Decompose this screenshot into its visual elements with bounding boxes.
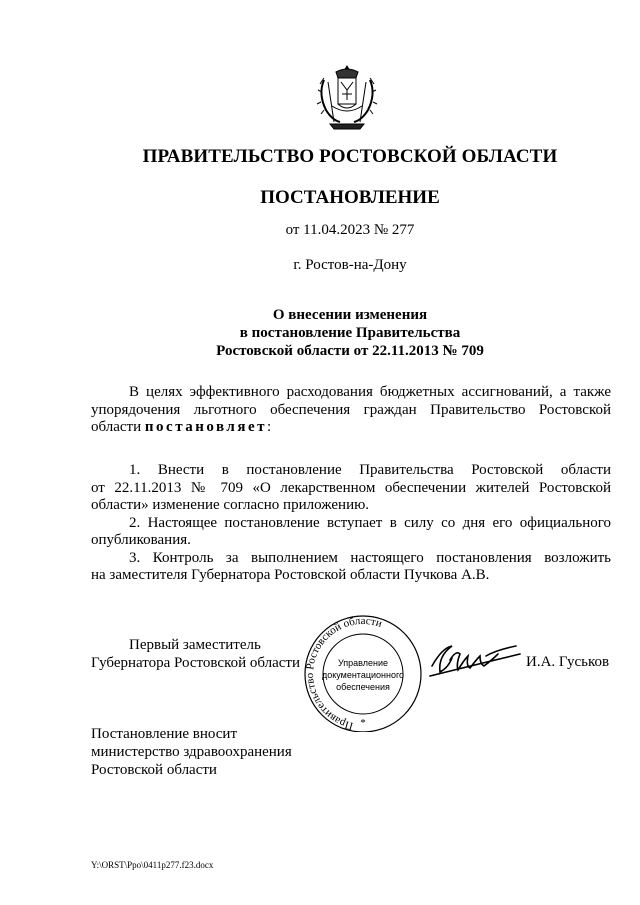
subject-line: Ростовской области от 22.11.2013 № 709 — [216, 343, 484, 359]
document-subject — [0, 306, 640, 360]
signatory-position-line: Губернатора Ростовской области — [91, 655, 301, 671]
submitter-line: министерство здравоохранения — [91, 744, 292, 760]
subject-line: О внесении изменения — [272, 307, 428, 323]
preamble-line-start: области — [91, 419, 145, 435]
submitter-line: Постановление вносит — [91, 726, 238, 742]
stamp-center-line: документационного — [321, 670, 405, 680]
signatory-name: И.А. Гуськов — [526, 654, 610, 670]
signatory-position — [91, 636, 300, 672]
preamble-line: В целях эффективного расходования бюджетных ассигнований, а также — [129, 384, 611, 400]
stamp-center-line: Управление — [337, 658, 389, 668]
preamble-line: упорядочения льготного обеспечения граждан Правительство Ростовской — [91, 401, 611, 418]
signatory-position-line: Первый заместитель — [129, 637, 261, 653]
item-2-line: опубликования. — [91, 532, 191, 548]
submitter-block — [91, 725, 292, 779]
resolves-keyword: постановляет — [144, 419, 267, 435]
item-3-line: на заместителя Губернатора Ростовской области Пучкова А.В. — [91, 567, 490, 583]
stamp-star: * — [360, 717, 366, 729]
resolution-items — [91, 462, 611, 585]
handwritten-signature — [428, 636, 524, 682]
item-1-line: от 22.11.2013 № 709 «О лекарственном обеспечении жителей Ростовской — [91, 479, 611, 496]
preamble-line-end: : — [267, 419, 272, 435]
coat-of-arms-emblem — [314, 62, 380, 132]
submitter-line: Ростовской области — [91, 762, 217, 778]
official-stamp — [296, 614, 430, 732]
stamp-ring-text: Правительство Ростовской области — [303, 614, 384, 732]
item-2-line: 2. Настоящее постановление вступает в силу со дня его официального — [129, 514, 611, 531]
file-path-footer: Y:\ORST\Ppo\0411p277.f23.docx — [91, 860, 214, 870]
stamp-center-line: обеспечения — [336, 682, 390, 692]
item-3-line: 3. Контроль за выполнением настоящего постановления возложить — [129, 549, 611, 566]
document-type-title: ПОСТАНОВЛЕНИЕ — [260, 187, 440, 208]
preamble-paragraph — [91, 384, 611, 437]
subject-line: в постановление Правительства — [239, 325, 461, 341]
preamble-line — [91, 419, 611, 437]
organization-title: ПРАВИТЕЛЬСТВО РОСТОВСКОЙ ОБЛАСТИ — [142, 146, 558, 167]
document-date-number: от 11.04.2023 № 277 — [285, 222, 415, 238]
document-city: г. Ростов-на-Дону — [293, 257, 407, 273]
item-1-line: области» изменение согласно приложению. — [91, 497, 370, 513]
item-1-line: 1. Внести в постановление Правительства Ростовской области — [129, 462, 611, 478]
